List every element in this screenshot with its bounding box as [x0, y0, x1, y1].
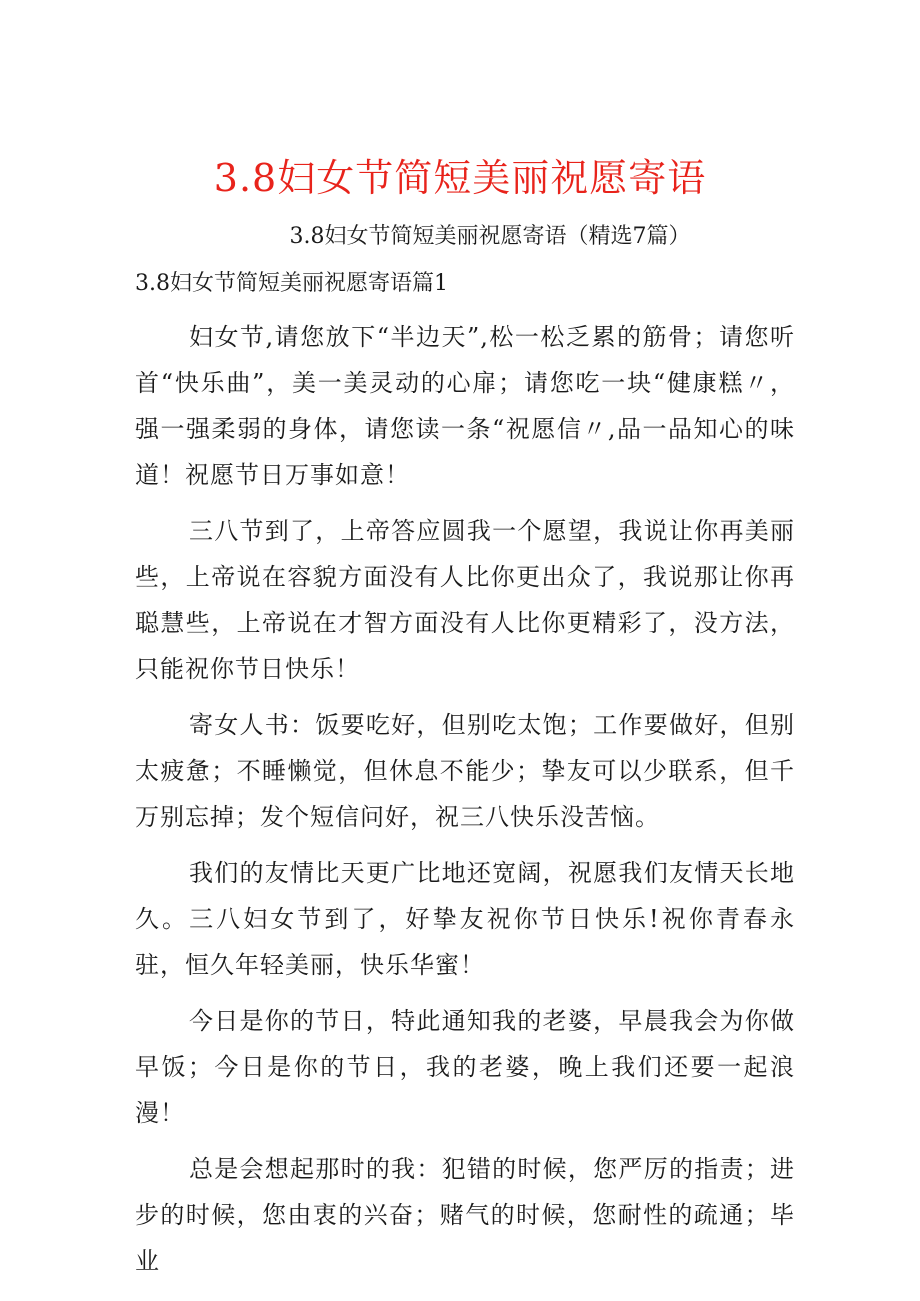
document-subtitle: 3.8妇女节简短美丽祝愿寄语（精选7篇）: [289, 224, 691, 249]
paragraph: 总是会想起那时的我：犯错的时候，您严厉的指责；进步的时候，您由衷的兴奋；赌气的时候，您耐性的疏通；毕业: [135, 1155, 795, 1275]
paragraph: 我们的友情比天更广比地还宽阔，祝愿我们友情天长地久。三八妇女节到了，好挚友祝你节日快乐!祝你青春永驻，恒久年轻美丽，快乐华蜜！: [135, 859, 795, 979]
paragraph: 妇女节,请您放下“半边天”,松一松乏累的筋骨；请您听首“快乐曲”，美一美灵动的心扉；请您吃一块“健康糕〃，强一强柔弱的身体，请您读一条“祝愿信〃,品一品知心的味道！祝愿节日万事如意！: [135, 323, 795, 489]
paragraph: 三八节到了，上帝答应圆我一个愿望，我说让你再美丽些，上帝说在容貌方面没有人比你更出众了，我说那让你再聪慧些，上帝说在才智方面没有人比你更精彩了，没方法，只能祝你节日快乐！: [135, 517, 795, 683]
document-title: 3.8妇女节简短美丽祝愿寄语: [213, 156, 707, 200]
paragraph: 今日是你的节日，特此通知我的老婆，早晨我会为你做早饭；今日是你的节日，我的老婆，晚上我们还要一起浪漫！: [135, 1007, 795, 1127]
section-heading: 3.8妇女节简短美丽祝愿寄语篇1: [135, 271, 448, 296]
paragraph: 寄女人书：饭要吃好，但别吃太饱；工作要做好，但别太疲惫；不睡懒觉，但休息不能少；挚友可以少联系，但千万别忘掉；发个短信问好，祝三八快乐没苦恼。: [135, 711, 795, 831]
body-text: [135, 314, 795, 1294]
